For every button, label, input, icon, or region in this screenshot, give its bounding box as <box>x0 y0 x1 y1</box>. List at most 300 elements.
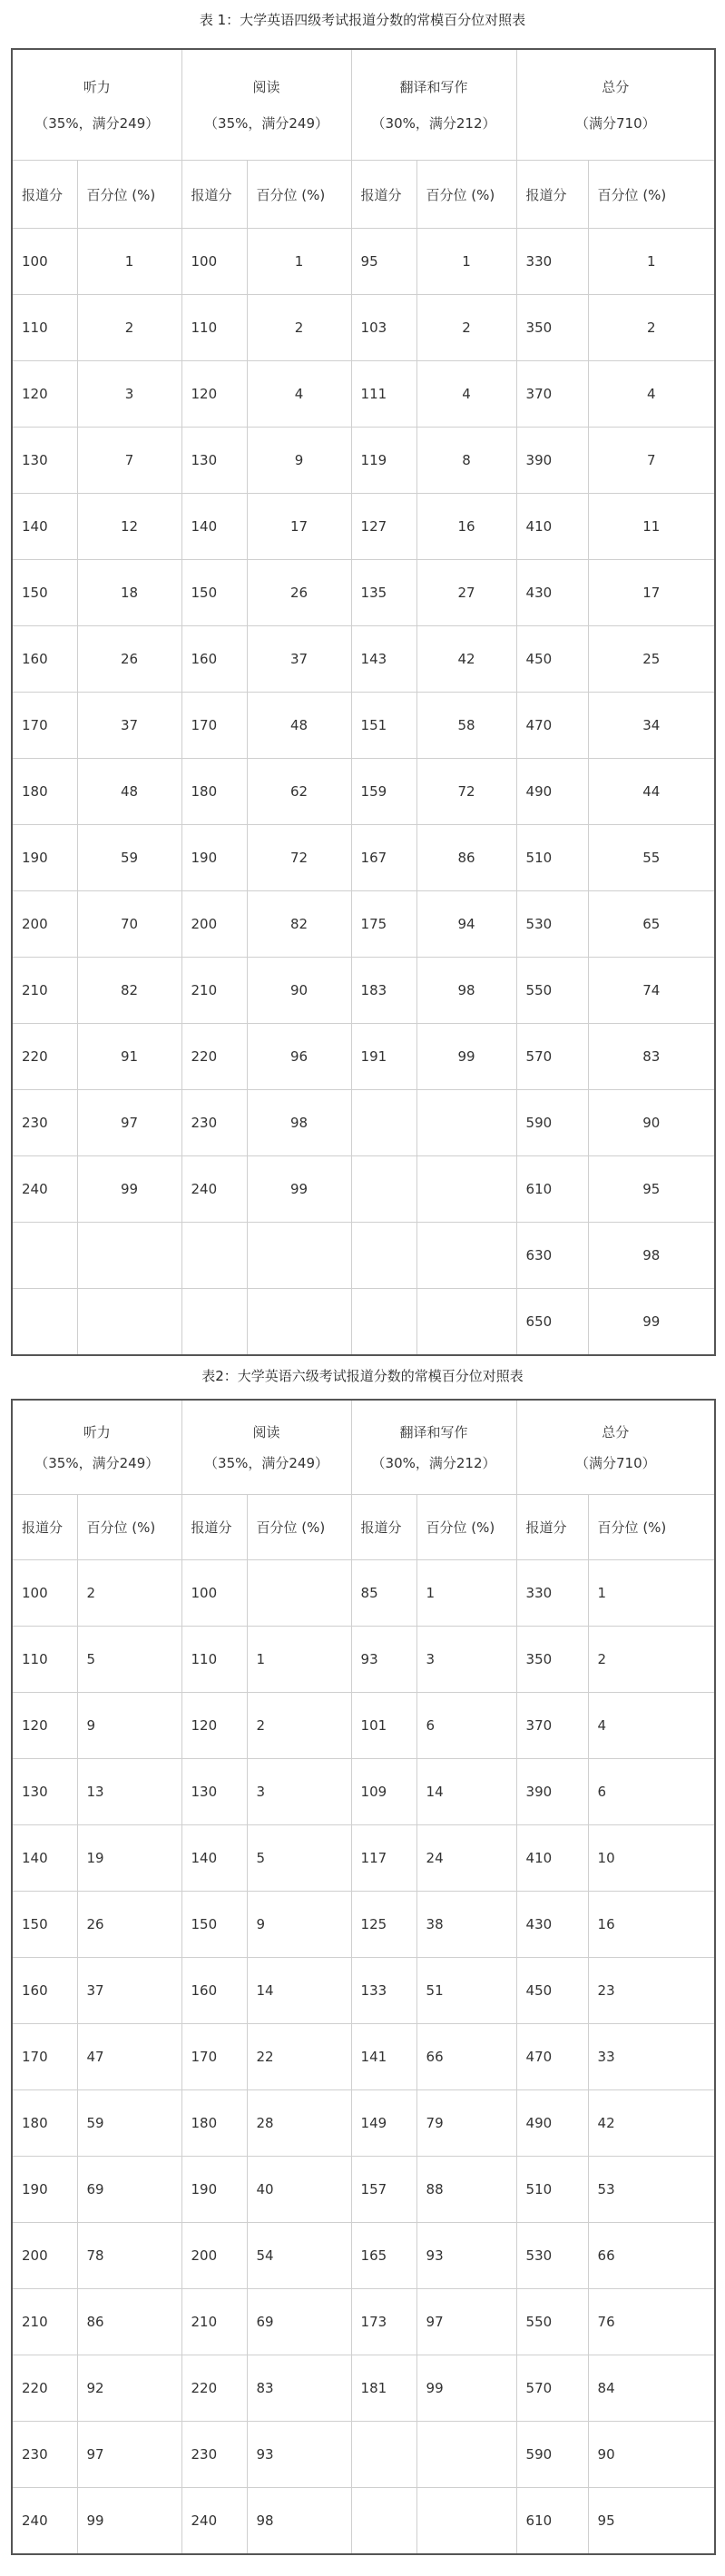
percentile-cell <box>247 1289 351 1356</box>
percentile-cell: 48 <box>77 759 181 825</box>
score-cell <box>351 1223 416 1289</box>
percentile-cell: 42 <box>416 626 516 693</box>
score-cell: 650 <box>516 1289 588 1356</box>
column-group-weight: （30%，满分212） <box>371 114 496 132</box>
percentile-cell: 74 <box>588 958 715 1024</box>
score-cell: 630 <box>516 1223 588 1289</box>
column-group-header <box>181 1400 351 1495</box>
table-row <box>12 1892 715 1958</box>
table-row <box>12 2355 715 2422</box>
score-cell: 95 <box>351 229 416 295</box>
score-cell: 130 <box>181 1759 247 1825</box>
score-cell: 200 <box>12 2223 77 2289</box>
percentile-cell: 48 <box>247 693 351 759</box>
percentile-cell: 98 <box>247 1090 351 1156</box>
table-row <box>12 2024 715 2090</box>
column-group-weight: （满分710） <box>574 1454 656 1471</box>
column-group-title: 翻译和写作 <box>399 78 468 95</box>
score-cell: 610 <box>516 2488 588 2555</box>
percentile-column-header: 百分位 (%) <box>77 161 181 229</box>
percentile-cell: 97 <box>77 1090 181 1156</box>
score-cell: 117 <box>351 1825 416 1892</box>
score-cell: 530 <box>516 2223 588 2289</box>
percentile-cell <box>247 1223 351 1289</box>
table-header-row <box>12 49 715 161</box>
score-cell: 103 <box>351 295 416 361</box>
cet6-percentile-table <box>11 1399 716 2555</box>
percentile-cell: 27 <box>416 560 516 626</box>
column-group-title: 听力 <box>83 78 111 95</box>
column-group-title: 阅读 <box>252 78 280 95</box>
table-row <box>12 1090 715 1156</box>
score-column-header: 报道分 <box>351 161 416 229</box>
table-row <box>12 1289 715 1356</box>
percentile-cell: 6 <box>588 1759 715 1825</box>
score-cell: 470 <box>516 2024 588 2090</box>
table-row <box>12 2289 715 2355</box>
score-cell <box>12 1289 77 1356</box>
column-group-weight: （35%，满分249） <box>34 114 160 132</box>
percentile-cell: 96 <box>247 1024 351 1090</box>
percentile-cell: 90 <box>588 1090 715 1156</box>
score-cell: 93 <box>351 1627 416 1693</box>
column-group-header <box>12 49 181 161</box>
score-cell <box>351 1090 416 1156</box>
percentile-cell: 58 <box>416 693 516 759</box>
percentile-cell: 84 <box>588 2355 715 2422</box>
percentile-cell: 99 <box>416 2355 516 2422</box>
percentile-cell: 99 <box>77 1156 181 1223</box>
score-cell: 160 <box>12 1958 77 2024</box>
percentile-cell: 51 <box>416 1958 516 2024</box>
percentile-cell: 98 <box>588 1223 715 1289</box>
percentile-cell: 72 <box>247 825 351 891</box>
score-cell: 140 <box>181 494 247 560</box>
score-cell: 610 <box>516 1156 588 1223</box>
score-cell: 167 <box>351 825 416 891</box>
percentile-cell: 10 <box>588 1825 715 1892</box>
percentile-cell: 4 <box>416 361 516 428</box>
table-header-row <box>12 1400 715 1495</box>
table-row <box>12 626 715 693</box>
score-cell: 120 <box>181 361 247 428</box>
score-cell: 230 <box>12 2422 77 2488</box>
percentile-cell: 8 <box>416 428 516 494</box>
score-column-header: 报道分 <box>12 1495 77 1560</box>
score-cell <box>351 1156 416 1223</box>
column-group-weight: （满分710） <box>574 114 656 132</box>
score-cell: 450 <box>516 626 588 693</box>
score-cell: 210 <box>12 2289 77 2355</box>
score-cell: 110 <box>181 295 247 361</box>
percentile-cell <box>416 2422 516 2488</box>
score-cell: 110 <box>12 1627 77 1693</box>
score-cell: 160 <box>181 1958 247 2024</box>
percentile-column-header: 百分位 (%) <box>588 1495 715 1560</box>
score-column-header: 报道分 <box>351 1495 416 1560</box>
percentile-cell: 33 <box>588 2024 715 2090</box>
percentile-cell: 83 <box>247 2355 351 2422</box>
score-cell: 190 <box>181 825 247 891</box>
percentile-cell: 82 <box>247 891 351 958</box>
score-cell: 140 <box>12 1825 77 1892</box>
score-cell: 330 <box>516 1560 588 1627</box>
column-group-title: 听力 <box>83 1423 111 1440</box>
score-cell: 191 <box>351 1024 416 1090</box>
score-cell: 119 <box>351 428 416 494</box>
table-row <box>12 229 715 295</box>
table-subheader-row <box>12 161 715 229</box>
score-cell: 410 <box>516 1825 588 1892</box>
score-cell: 230 <box>12 1090 77 1156</box>
percentile-cell: 53 <box>588 2157 715 2223</box>
percentile-cell: 1 <box>247 1627 351 1693</box>
percentile-cell: 66 <box>416 2024 516 2090</box>
percentile-cell: 86 <box>416 825 516 891</box>
percentile-cell: 95 <box>588 1156 715 1223</box>
percentile-cell: 44 <box>588 759 715 825</box>
score-cell: 120 <box>12 1693 77 1759</box>
percentile-cell: 38 <box>416 1892 516 1958</box>
score-cell: 510 <box>516 2157 588 2223</box>
column-group-weight: （30%，满分212） <box>371 1454 496 1471</box>
percentile-cell: 59 <box>77 825 181 891</box>
percentile-cell: 1 <box>416 1560 516 1627</box>
percentile-cell <box>416 1223 516 1289</box>
score-cell: 157 <box>351 2157 416 2223</box>
percentile-cell <box>416 1090 516 1156</box>
percentile-cell: 2 <box>77 295 181 361</box>
score-cell: 165 <box>351 2223 416 2289</box>
score-cell: 120 <box>12 361 77 428</box>
percentile-cell: 24 <box>416 1825 516 1892</box>
percentile-cell: 54 <box>247 2223 351 2289</box>
score-cell: 220 <box>12 2355 77 2422</box>
percentile-cell: 5 <box>247 1825 351 1892</box>
percentile-column-header: 百分位 (%) <box>247 1495 351 1560</box>
percentile-cell: 78 <box>77 2223 181 2289</box>
score-column-header: 报道分 <box>516 1495 588 1560</box>
score-cell: 109 <box>351 1759 416 1825</box>
percentile-cell: 17 <box>247 494 351 560</box>
percentile-cell: 99 <box>77 2488 181 2555</box>
score-cell <box>181 1289 247 1356</box>
score-cell <box>181 1223 247 1289</box>
score-cell: 210 <box>12 958 77 1024</box>
score-column-header: 报道分 <box>12 161 77 229</box>
score-cell: 130 <box>181 428 247 494</box>
percentile-cell: 16 <box>588 1892 715 1958</box>
score-cell: 170 <box>12 2024 77 2090</box>
percentile-cell: 91 <box>77 1024 181 1090</box>
percentile-cell <box>416 1289 516 1356</box>
percentile-cell: 11 <box>588 494 715 560</box>
percentile-cell: 2 <box>588 295 715 361</box>
table-row <box>12 1958 715 2024</box>
score-cell: 127 <box>351 494 416 560</box>
score-cell: 175 <box>351 891 416 958</box>
table2-caption: 表2：大学英语六级考试报道分数的常模百分位对照表 <box>201 1368 524 1384</box>
table-row <box>12 1560 715 1627</box>
column-group-header <box>181 49 351 161</box>
percentile-cell: 94 <box>416 891 516 958</box>
score-cell: 100 <box>181 1560 247 1627</box>
table-row <box>12 1223 715 1289</box>
column-group-header <box>12 1400 181 1495</box>
score-cell: 181 <box>351 2355 416 2422</box>
score-cell: 173 <box>351 2289 416 2355</box>
percentile-cell: 1 <box>247 229 351 295</box>
percentile-cell: 1 <box>416 229 516 295</box>
percentile-cell: 28 <box>247 2090 351 2157</box>
score-cell: 180 <box>181 759 247 825</box>
score-cell: 350 <box>516 295 588 361</box>
percentile-cell: 2 <box>588 1627 715 1693</box>
percentile-cell: 62 <box>247 759 351 825</box>
score-cell: 170 <box>12 693 77 759</box>
table-row <box>12 1825 715 1892</box>
percentile-cell: 93 <box>247 2422 351 2488</box>
table-row <box>12 428 715 494</box>
percentile-cell: 97 <box>77 2422 181 2488</box>
column-group-title: 翻译和写作 <box>399 1423 468 1440</box>
score-cell: 370 <box>516 361 588 428</box>
percentile-cell: 6 <box>416 1693 516 1759</box>
score-column-header: 报道分 <box>516 161 588 229</box>
score-cell: 490 <box>516 759 588 825</box>
percentile-column-header: 百分位 (%) <box>247 161 351 229</box>
score-cell: 159 <box>351 759 416 825</box>
percentile-cell: 90 <box>247 958 351 1024</box>
score-column-header: 报道分 <box>181 1495 247 1560</box>
percentile-cell: 4 <box>247 361 351 428</box>
percentile-cell: 98 <box>416 958 516 1024</box>
table-row <box>12 1759 715 1825</box>
percentile-cell: 1 <box>588 1560 715 1627</box>
percentile-cell: 99 <box>247 1156 351 1223</box>
score-cell <box>12 1223 77 1289</box>
table-row <box>12 759 715 825</box>
table-row <box>12 2488 715 2555</box>
percentile-cell: 37 <box>77 1958 181 2024</box>
score-cell: 490 <box>516 2090 588 2157</box>
score-cell: 100 <box>12 1560 77 1627</box>
table-row <box>12 891 715 958</box>
table-row <box>12 494 715 560</box>
percentile-cell: 23 <box>588 1958 715 2024</box>
percentile-cell <box>416 2488 516 2555</box>
table-row <box>12 2090 715 2157</box>
score-cell: 350 <box>516 1627 588 1693</box>
percentile-cell: 86 <box>77 2289 181 2355</box>
percentile-cell: 55 <box>588 825 715 891</box>
score-cell: 550 <box>516 958 588 1024</box>
score-cell: 550 <box>516 2289 588 2355</box>
score-cell: 149 <box>351 2090 416 2157</box>
percentile-cell: 26 <box>77 626 181 693</box>
column-group-header <box>351 1400 516 1495</box>
score-cell: 160 <box>12 626 77 693</box>
score-cell: 180 <box>12 759 77 825</box>
percentile-cell: 22 <box>247 2024 351 2090</box>
table-row <box>12 295 715 361</box>
score-cell: 135 <box>351 560 416 626</box>
percentile-cell: 26 <box>77 1892 181 1958</box>
score-cell: 200 <box>12 891 77 958</box>
percentile-cell: 2 <box>247 295 351 361</box>
score-cell: 220 <box>181 1024 247 1090</box>
score-cell: 470 <box>516 693 588 759</box>
score-cell: 240 <box>181 1156 247 1223</box>
score-cell: 180 <box>181 2090 247 2157</box>
table-row <box>12 1156 715 1223</box>
percentile-cell: 13 <box>77 1759 181 1825</box>
percentile-cell: 76 <box>588 2289 715 2355</box>
percentile-cell: 3 <box>247 1759 351 1825</box>
percentile-cell: 83 <box>588 1024 715 1090</box>
score-cell: 200 <box>181 891 247 958</box>
percentile-cell <box>416 1156 516 1223</box>
percentile-column-header: 百分位 (%) <box>588 161 715 229</box>
percentile-cell: 12 <box>77 494 181 560</box>
score-cell: 240 <box>12 1156 77 1223</box>
percentile-cell: 14 <box>247 1958 351 2024</box>
percentile-cell: 82 <box>77 958 181 1024</box>
percentile-column-header: 百分位 (%) <box>416 161 516 229</box>
percentile-cell: 5 <box>77 1627 181 1693</box>
table-row <box>12 958 715 1024</box>
score-cell: 530 <box>516 891 588 958</box>
table1-caption: 表 1：大学英语四级考试报道分数的常模百分位对照表 <box>199 12 526 28</box>
percentile-cell: 65 <box>588 891 715 958</box>
score-cell: 110 <box>181 1627 247 1693</box>
percentile-cell: 97 <box>416 2289 516 2355</box>
percentile-cell: 18 <box>77 560 181 626</box>
score-cell: 85 <box>351 1560 416 1627</box>
score-cell: 151 <box>351 693 416 759</box>
score-cell: 220 <box>181 2355 247 2422</box>
percentile-cell: 79 <box>416 2090 516 2157</box>
percentile-cell: 72 <box>416 759 516 825</box>
percentile-cell: 99 <box>588 1289 715 1356</box>
column-group-header <box>516 1400 715 1495</box>
percentile-cell: 2 <box>247 1693 351 1759</box>
column-group-weight: （35%，满分249） <box>34 1454 160 1471</box>
percentile-cell: 3 <box>77 361 181 428</box>
percentile-cell: 14 <box>416 1759 516 1825</box>
percentile-cell: 1 <box>77 229 181 295</box>
column-group-title: 总分 <box>602 78 630 95</box>
score-cell: 183 <box>351 958 416 1024</box>
score-cell: 150 <box>12 560 77 626</box>
table-row <box>12 2422 715 2488</box>
percentile-cell: 9 <box>77 1693 181 1759</box>
percentile-cell: 9 <box>247 428 351 494</box>
percentile-cell: 95 <box>588 2488 715 2555</box>
score-cell: 101 <box>351 1693 416 1759</box>
score-cell: 410 <box>516 494 588 560</box>
score-cell: 141 <box>351 2024 416 2090</box>
percentile-cell: 69 <box>77 2157 181 2223</box>
score-cell: 180 <box>12 2090 77 2157</box>
percentile-column-header: 百分位 (%) <box>77 1495 181 1560</box>
percentile-cell: 92 <box>77 2355 181 2422</box>
percentile-cell: 66 <box>588 2223 715 2289</box>
score-cell: 170 <box>181 693 247 759</box>
table-row <box>12 1693 715 1759</box>
score-cell: 190 <box>12 825 77 891</box>
score-cell: 120 <box>181 1693 247 1759</box>
score-cell: 510 <box>516 825 588 891</box>
table-row <box>12 825 715 891</box>
score-column-header: 报道分 <box>181 161 247 229</box>
score-cell <box>351 1289 416 1356</box>
score-cell: 430 <box>516 560 588 626</box>
table-row <box>12 560 715 626</box>
table-subheader-row <box>12 1495 715 1560</box>
percentile-cell: 7 <box>77 428 181 494</box>
score-cell: 140 <box>181 1825 247 1892</box>
score-cell: 390 <box>516 1759 588 1825</box>
percentile-column-header: 百分位 (%) <box>416 1495 516 1560</box>
table-row <box>12 2223 715 2289</box>
score-cell: 170 <box>181 2024 247 2090</box>
score-cell: 150 <box>181 1892 247 1958</box>
percentile-cell: 25 <box>588 626 715 693</box>
percentile-cell <box>77 1223 181 1289</box>
percentile-cell: 19 <box>77 1825 181 1892</box>
score-cell: 570 <box>516 1024 588 1090</box>
percentile-cell <box>77 1289 181 1356</box>
percentile-cell: 2 <box>77 1560 181 1627</box>
score-cell: 370 <box>516 1693 588 1759</box>
percentile-cell: 4 <box>588 361 715 428</box>
score-cell: 590 <box>516 1090 588 1156</box>
score-cell <box>351 2488 416 2555</box>
percentile-cell: 34 <box>588 693 715 759</box>
score-cell: 150 <box>181 560 247 626</box>
score-cell: 140 <box>12 494 77 560</box>
score-cell: 190 <box>12 2157 77 2223</box>
score-cell: 240 <box>181 2488 247 2555</box>
table-row <box>12 2157 715 2223</box>
table-row <box>12 1024 715 1090</box>
percentile-cell: 26 <box>247 560 351 626</box>
score-cell: 100 <box>181 229 247 295</box>
score-cell: 200 <box>181 2223 247 2289</box>
percentile-cell: 17 <box>588 560 715 626</box>
percentile-cell: 90 <box>588 2422 715 2488</box>
percentile-cell: 88 <box>416 2157 516 2223</box>
score-cell: 160 <box>181 626 247 693</box>
score-cell: 130 <box>12 1759 77 1825</box>
percentile-cell: 47 <box>77 2024 181 2090</box>
percentile-cell <box>247 1560 351 1627</box>
column-group-header <box>351 49 516 161</box>
score-cell: 430 <box>516 1892 588 1958</box>
percentile-cell: 3 <box>416 1627 516 1693</box>
score-cell: 150 <box>12 1892 77 1958</box>
column-group-header <box>516 49 715 161</box>
score-cell: 570 <box>516 2355 588 2422</box>
percentile-cell: 7 <box>588 428 715 494</box>
table-row <box>12 693 715 759</box>
column-group-weight: （35%，满分249） <box>204 1454 329 1471</box>
column-group-title: 阅读 <box>252 1423 280 1440</box>
score-cell: 143 <box>351 626 416 693</box>
score-cell: 125 <box>351 1892 416 1958</box>
score-cell: 240 <box>12 2488 77 2555</box>
